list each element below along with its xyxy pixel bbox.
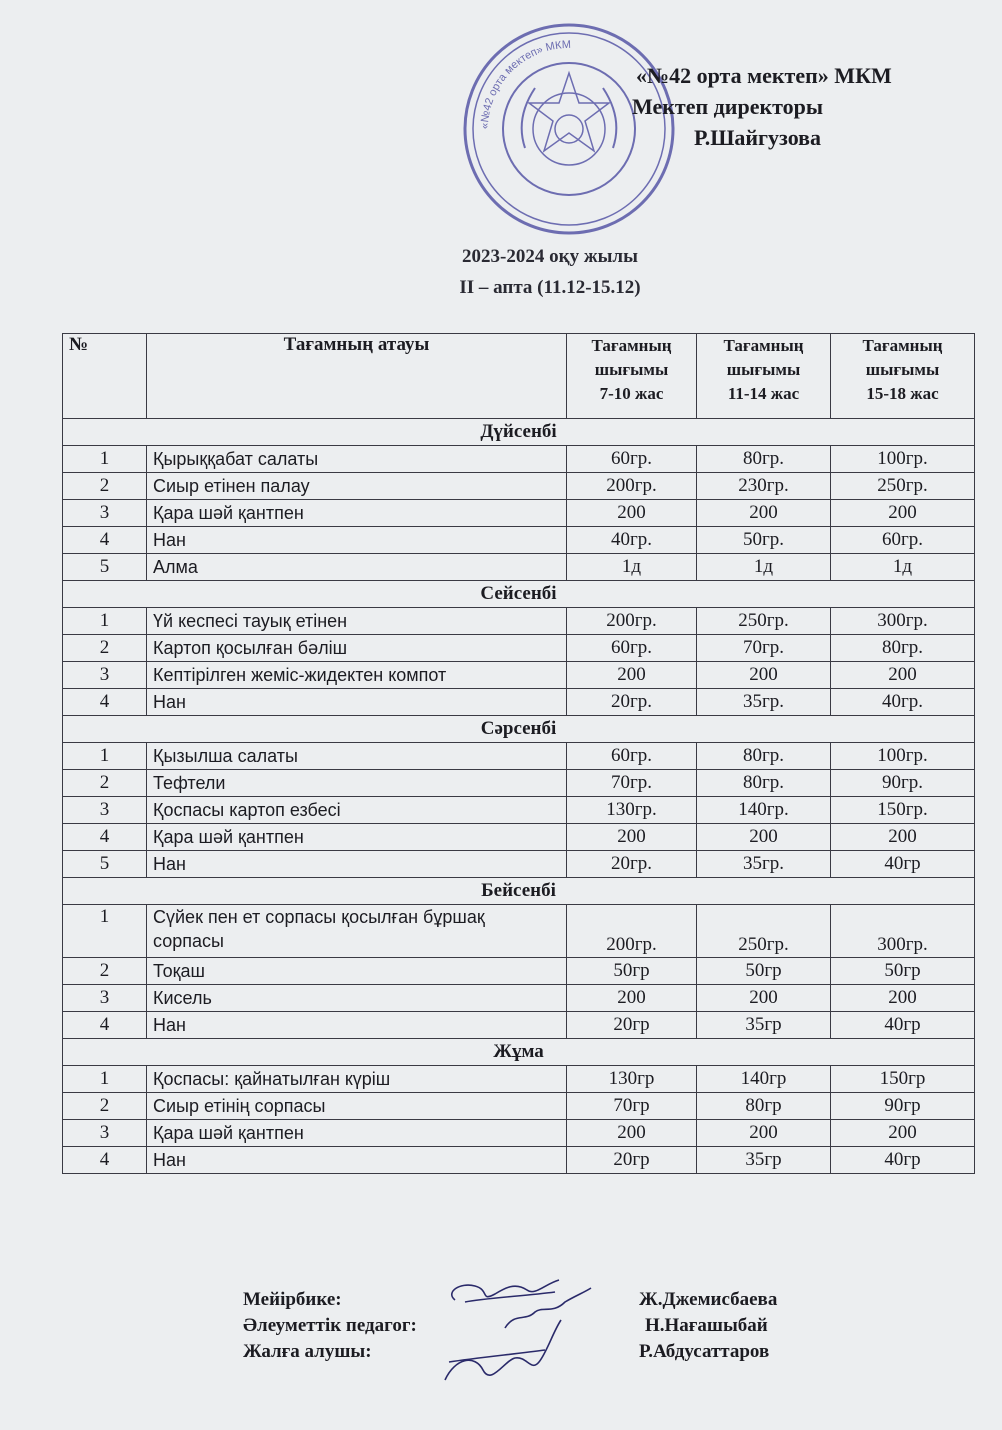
stamp-text: «№42 орта мектеп» МКМ bbox=[478, 38, 572, 130]
portion-7-10: 200 bbox=[567, 985, 697, 1012]
row-number: 4 bbox=[63, 689, 147, 716]
signature-role: Мейірбике: bbox=[243, 1289, 342, 1310]
portion-11-14: 250гр. bbox=[697, 608, 831, 635]
dish-name: Сүйек пен ет сорпасы қосылған бұршақ сорпасы bbox=[147, 905, 567, 958]
portion-15-18: 300гр. bbox=[831, 608, 975, 635]
portion-11-14: 230гр. bbox=[697, 473, 831, 500]
table-row bbox=[63, 905, 975, 958]
dish-name: Үй кеспесі тауық етінен bbox=[147, 608, 567, 635]
day-label: Сейсенбі bbox=[63, 581, 975, 608]
portion-7-10: 200гр. bbox=[567, 473, 697, 500]
portion-7-10: 20гр. bbox=[567, 851, 697, 878]
dish-name: Сиыр етінен палау bbox=[147, 473, 567, 500]
portion-11-14: 80гр. bbox=[697, 770, 831, 797]
day-label: Дүйсенбі bbox=[63, 419, 975, 446]
table-row bbox=[63, 1093, 975, 1120]
dish-name: Алма bbox=[147, 554, 567, 581]
portion-11-14: 35гр. bbox=[697, 851, 831, 878]
col-header-number: № bbox=[63, 334, 147, 419]
row-number: 4 bbox=[63, 1012, 147, 1039]
row-number: 1 bbox=[63, 905, 147, 958]
table-row bbox=[63, 743, 975, 770]
menu-table-body bbox=[63, 419, 975, 1174]
signature-role: Жалға алушы: bbox=[243, 1341, 372, 1362]
row-number: 1 bbox=[63, 446, 147, 473]
document-titles bbox=[300, 241, 800, 303]
row-number: 4 bbox=[63, 527, 147, 554]
portion-15-18: 1д bbox=[831, 554, 975, 581]
table-row bbox=[63, 1012, 975, 1039]
dish-name: Нан bbox=[147, 527, 567, 554]
portion-11-14: 80гр bbox=[697, 1093, 831, 1120]
signature-name: Н.Нағашыбай bbox=[645, 1315, 768, 1336]
signatures-block bbox=[243, 1287, 843, 1365]
row-number: 2 bbox=[63, 473, 147, 500]
dish-name: Нан bbox=[147, 851, 567, 878]
portion-11-14: 1д bbox=[697, 554, 831, 581]
portion-11-14: 200 bbox=[697, 985, 831, 1012]
table-header-row bbox=[63, 334, 975, 419]
portion-7-10: 20гр. bbox=[567, 689, 697, 716]
table-row bbox=[63, 824, 975, 851]
week-range: II – апта (11.12-15.12) bbox=[459, 277, 641, 298]
row-number: 1 bbox=[63, 1066, 147, 1093]
dish-name: Қоспасы картоп езбесі bbox=[147, 797, 567, 824]
dish-name: Қара шәй қантпен bbox=[147, 824, 567, 851]
portion-7-10: 200гр. bbox=[567, 608, 697, 635]
portion-7-10: 50гр bbox=[567, 958, 697, 985]
table-row bbox=[63, 1120, 975, 1147]
dish-name: Тефтели bbox=[147, 770, 567, 797]
signature-name: Ж.Джемисбаева bbox=[639, 1289, 778, 1310]
portion-11-14: 200 bbox=[697, 1120, 831, 1147]
dish-name: Қара шәй қантпен bbox=[147, 500, 567, 527]
table-row bbox=[63, 958, 975, 985]
dish-name: Қызылша салаты bbox=[147, 743, 567, 770]
col-header-dish-name: Тағамның атауы bbox=[147, 334, 567, 419]
portion-7-10: 40гр. bbox=[567, 527, 697, 554]
dish-name: Тоқаш bbox=[147, 958, 567, 985]
approval-school: «№42 орта мектеп» МКМ bbox=[636, 63, 892, 88]
portion-7-10: 70гр. bbox=[567, 770, 697, 797]
portion-15-18: 200 bbox=[831, 500, 975, 527]
dish-name: Кисель bbox=[147, 985, 567, 1012]
row-number: 5 bbox=[63, 851, 147, 878]
portion-15-18: 200 bbox=[831, 985, 975, 1012]
portion-7-10: 60гр. bbox=[567, 635, 697, 662]
signature-row-tenant bbox=[243, 1339, 843, 1365]
portion-7-10: 20гр bbox=[567, 1147, 697, 1174]
portion-15-18: 90гр. bbox=[831, 770, 975, 797]
portion-15-18: 40гр bbox=[831, 1147, 975, 1174]
portion-11-14: 200 bbox=[697, 824, 831, 851]
portion-7-10: 130гр. bbox=[567, 797, 697, 824]
portion-15-18: 60гр. bbox=[831, 527, 975, 554]
portion-11-14: 140гр. bbox=[697, 797, 831, 824]
day-header-row bbox=[63, 1039, 975, 1066]
signature-row-nurse bbox=[243, 1287, 843, 1313]
portion-7-10: 60гр. bbox=[567, 446, 697, 473]
portion-15-18: 40гр bbox=[831, 1012, 975, 1039]
table-row bbox=[63, 554, 975, 581]
portion-7-10: 200 bbox=[567, 500, 697, 527]
dish-name: Нан bbox=[147, 689, 567, 716]
portion-11-14: 200 bbox=[697, 662, 831, 689]
portion-15-18: 100гр. bbox=[831, 446, 975, 473]
portion-11-14: 80гр. bbox=[697, 743, 831, 770]
academic-year: 2023-2024 оқу жылы bbox=[462, 246, 638, 267]
day-header-row bbox=[63, 419, 975, 446]
row-number: 3 bbox=[63, 985, 147, 1012]
table-row bbox=[63, 1066, 975, 1093]
portion-11-14: 70гр. bbox=[697, 635, 831, 662]
dish-name: Қара шәй қантпен bbox=[147, 1120, 567, 1147]
day-header-row bbox=[63, 878, 975, 905]
portion-7-10: 1д bbox=[567, 554, 697, 581]
portion-7-10: 200 bbox=[567, 1120, 697, 1147]
portion-7-10: 130гр bbox=[567, 1066, 697, 1093]
menu-table bbox=[62, 333, 975, 1174]
dish-name: Нан bbox=[147, 1147, 567, 1174]
portion-15-18: 90гр bbox=[831, 1093, 975, 1120]
portion-15-18: 40гр bbox=[831, 851, 975, 878]
portion-15-18: 100гр. bbox=[831, 743, 975, 770]
approval-position: Мектеп директоры bbox=[632, 94, 824, 119]
table-row bbox=[63, 985, 975, 1012]
signature-row-social-pedagogue bbox=[243, 1313, 843, 1339]
row-number: 1 bbox=[63, 743, 147, 770]
portion-15-18: 80гр. bbox=[831, 635, 975, 662]
portion-7-10: 200 bbox=[567, 662, 697, 689]
approval-block bbox=[630, 60, 970, 153]
row-number: 1 bbox=[63, 608, 147, 635]
table-row bbox=[63, 689, 975, 716]
portion-7-10: 70гр bbox=[567, 1093, 697, 1120]
dish-name: Кептірілген жеміс-жидектен компот bbox=[147, 662, 567, 689]
row-number: 2 bbox=[63, 958, 147, 985]
approval-director: Р.Шайгузова bbox=[694, 125, 822, 150]
portion-11-14: 35гр bbox=[697, 1012, 831, 1039]
table-row bbox=[63, 1147, 975, 1174]
day-label: Бейсенбі bbox=[63, 878, 975, 905]
dish-name: Картоп қосылған бәліш bbox=[147, 635, 567, 662]
portion-11-14: 250гр. bbox=[697, 905, 831, 958]
signature-role: Әлеуметтік педагог: bbox=[243, 1315, 417, 1336]
dish-name: Сиыр етінің сорпасы bbox=[147, 1093, 567, 1120]
day-header-row bbox=[63, 581, 975, 608]
row-number: 2 bbox=[63, 1093, 147, 1120]
portion-11-14: 140гр bbox=[697, 1066, 831, 1093]
portion-11-14: 50гр bbox=[697, 958, 831, 985]
day-header-row bbox=[63, 716, 975, 743]
table-row bbox=[63, 662, 975, 689]
portion-7-10: 60гр. bbox=[567, 743, 697, 770]
portion-15-18: 300гр. bbox=[831, 905, 975, 958]
portion-15-18: 200 bbox=[831, 824, 975, 851]
portion-15-18: 200 bbox=[831, 1120, 975, 1147]
table-row bbox=[63, 851, 975, 878]
row-number: 3 bbox=[63, 662, 147, 689]
portion-11-14: 35гр. bbox=[697, 689, 831, 716]
table-row bbox=[63, 473, 975, 500]
row-number: 4 bbox=[63, 824, 147, 851]
portion-15-18: 150гр bbox=[831, 1066, 975, 1093]
portion-15-18: 50гр bbox=[831, 958, 975, 985]
day-label: Жұма bbox=[63, 1039, 975, 1066]
portion-7-10: 200гр. bbox=[567, 905, 697, 958]
col-header-age-11-14: Тағамның шығымы 11-14 жас bbox=[697, 334, 831, 419]
portion-11-14: 50гр. bbox=[697, 527, 831, 554]
row-number: 3 bbox=[63, 500, 147, 527]
col-header-age-15-18: Тағамның шығымы 15-18 жас bbox=[831, 334, 975, 419]
row-number: 3 bbox=[63, 1120, 147, 1147]
table-row bbox=[63, 635, 975, 662]
row-number: 5 bbox=[63, 554, 147, 581]
portion-15-18: 200 bbox=[831, 662, 975, 689]
portion-11-14: 35гр bbox=[697, 1147, 831, 1174]
portion-15-18: 40гр. bbox=[831, 689, 975, 716]
signature-name: Р.Абдусаттаров bbox=[639, 1341, 770, 1362]
table-row bbox=[63, 500, 975, 527]
dish-name: Қоспасы: қайнатылған күріш bbox=[147, 1066, 567, 1093]
portion-11-14: 80гр. bbox=[697, 446, 831, 473]
day-label: Сәрсенбі bbox=[63, 716, 975, 743]
portion-15-18: 150гр. bbox=[831, 797, 975, 824]
table-row bbox=[63, 446, 975, 473]
portion-15-18: 250гр. bbox=[831, 473, 975, 500]
portion-11-14: 200 bbox=[697, 500, 831, 527]
row-number: 4 bbox=[63, 1147, 147, 1174]
portion-7-10: 20гр bbox=[567, 1012, 697, 1039]
portion-7-10: 200 bbox=[567, 824, 697, 851]
dish-name: Қырыққабат салаты bbox=[147, 446, 567, 473]
row-number: 2 bbox=[63, 635, 147, 662]
row-number: 3 bbox=[63, 797, 147, 824]
table-row bbox=[63, 527, 975, 554]
row-number: 2 bbox=[63, 770, 147, 797]
table-row bbox=[63, 770, 975, 797]
col-header-age-7-10: Тағамның шығымы 7-10 жас bbox=[567, 334, 697, 419]
table-row bbox=[63, 608, 975, 635]
dish-name: Нан bbox=[147, 1012, 567, 1039]
table-row bbox=[63, 797, 975, 824]
